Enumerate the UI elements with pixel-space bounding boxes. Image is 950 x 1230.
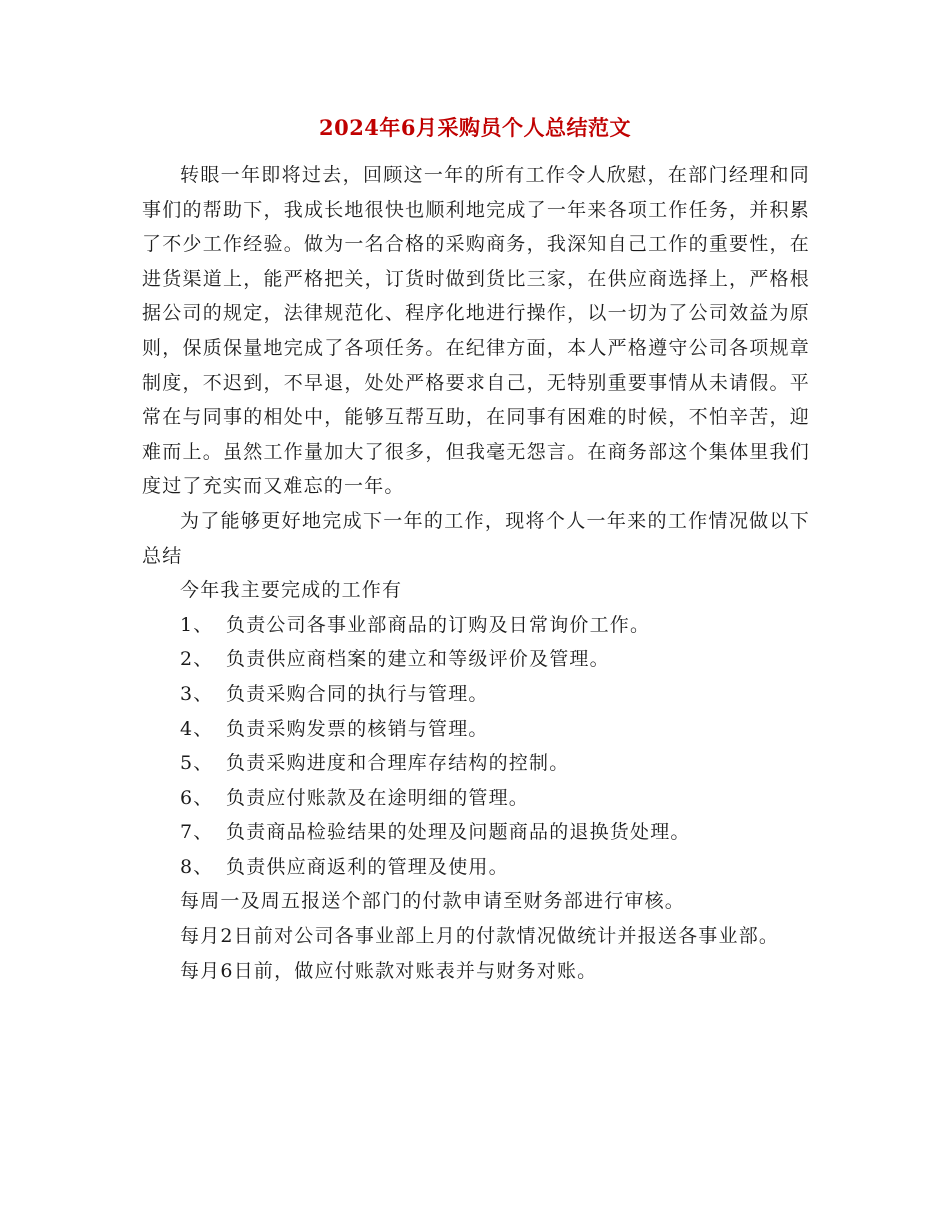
list-item (142, 746, 810, 781)
paragraph-weekly-task: 每周一及周五报送个部门的付款申请至财务部进行审核。 (180, 890, 686, 913)
list-item-text: 负责采购合同的执行与管理。 (226, 682, 489, 705)
list-item-number: 8、 (180, 855, 214, 878)
list-item-text: 负责供应商档案的建立和等级评价及管理。 (226, 648, 610, 671)
list-item-number: 4、 (180, 717, 214, 740)
list-item-text: 负责公司各事业部商品的订购及日常询价工作。 (226, 613, 651, 636)
list-item-text: 负责应付账款及在途明细的管理。 (226, 786, 530, 809)
document-body (142, 158, 810, 988)
list-item-number: 3、 (180, 682, 214, 705)
list-item-number: 5、 (180, 752, 214, 775)
list-item-text: 负责商品检验结果的处理及问题商品的退换货处理。 (226, 821, 691, 844)
paragraph-monthly-task-6th: 每月6日前，做应付账款对账表并与财务对账。 (180, 959, 598, 982)
list-item (142, 677, 810, 712)
document-title: 2024年6月采购员个人总结范文 (318, 115, 632, 140)
list-item-text: 负责采购进度和合理库存结构的控制。 (226, 752, 570, 775)
list-item (142, 850, 810, 885)
paragraph-intro: 转眼一年即将过去，回顾这一年的所有工作令人欣慰，在部门经理和同事们的帮助下，我成长地很快也顺利地完成了一年来各项工作任务，并积累了不少工作经验。做为一名合格的采购商务，我深知自己工作的重要性，在进货渠道上，能严格把关，订货时做到货比三家，在供应商选择上，严格根据公司的规定，法律规范化、程序化地进行操作，以一切为了公司效益为原则，保质保量地完成了各项任务。在纪律方面，本人严格遵守公司各项规章制度，不迟到，不早退，处处严格要求自己，无特别重要事情从未请假。平常在与同事的相处中，能够互帮互助，在同事有困难的时候，不怕辛苦，迎难而上。虽然工作量加大了很多，但我毫无怨言。在商务部这个集体里我们度过了充实而又难忘的一年。 (142, 164, 810, 498)
list-item-number: 7、 (180, 821, 214, 844)
list-item-number: 1、 (180, 613, 214, 636)
paragraph-main-work: 今年我主要完成的工作有 (180, 579, 403, 602)
list-item (142, 712, 810, 747)
list-item-number: 2、 (180, 648, 214, 671)
work-list (142, 608, 810, 885)
list-item-text: 负责采购发票的核销与管理。 (226, 717, 489, 740)
list-item (142, 815, 810, 850)
paragraph-summary-lead: 为了能够更好地完成下一年的工作，现将个人一年来的工作情况做以下总结 (142, 509, 810, 567)
list-item-text: 负责供应商返利的管理及使用。 (226, 855, 509, 878)
list-item (142, 642, 810, 677)
list-item (142, 608, 810, 643)
list-item-number: 6、 (180, 786, 214, 809)
list-item (142, 781, 810, 816)
paragraph-monthly-task-2nd: 每月2日前对公司各事业部上月的付款情况做统计并报送各事业部。 (180, 925, 780, 948)
